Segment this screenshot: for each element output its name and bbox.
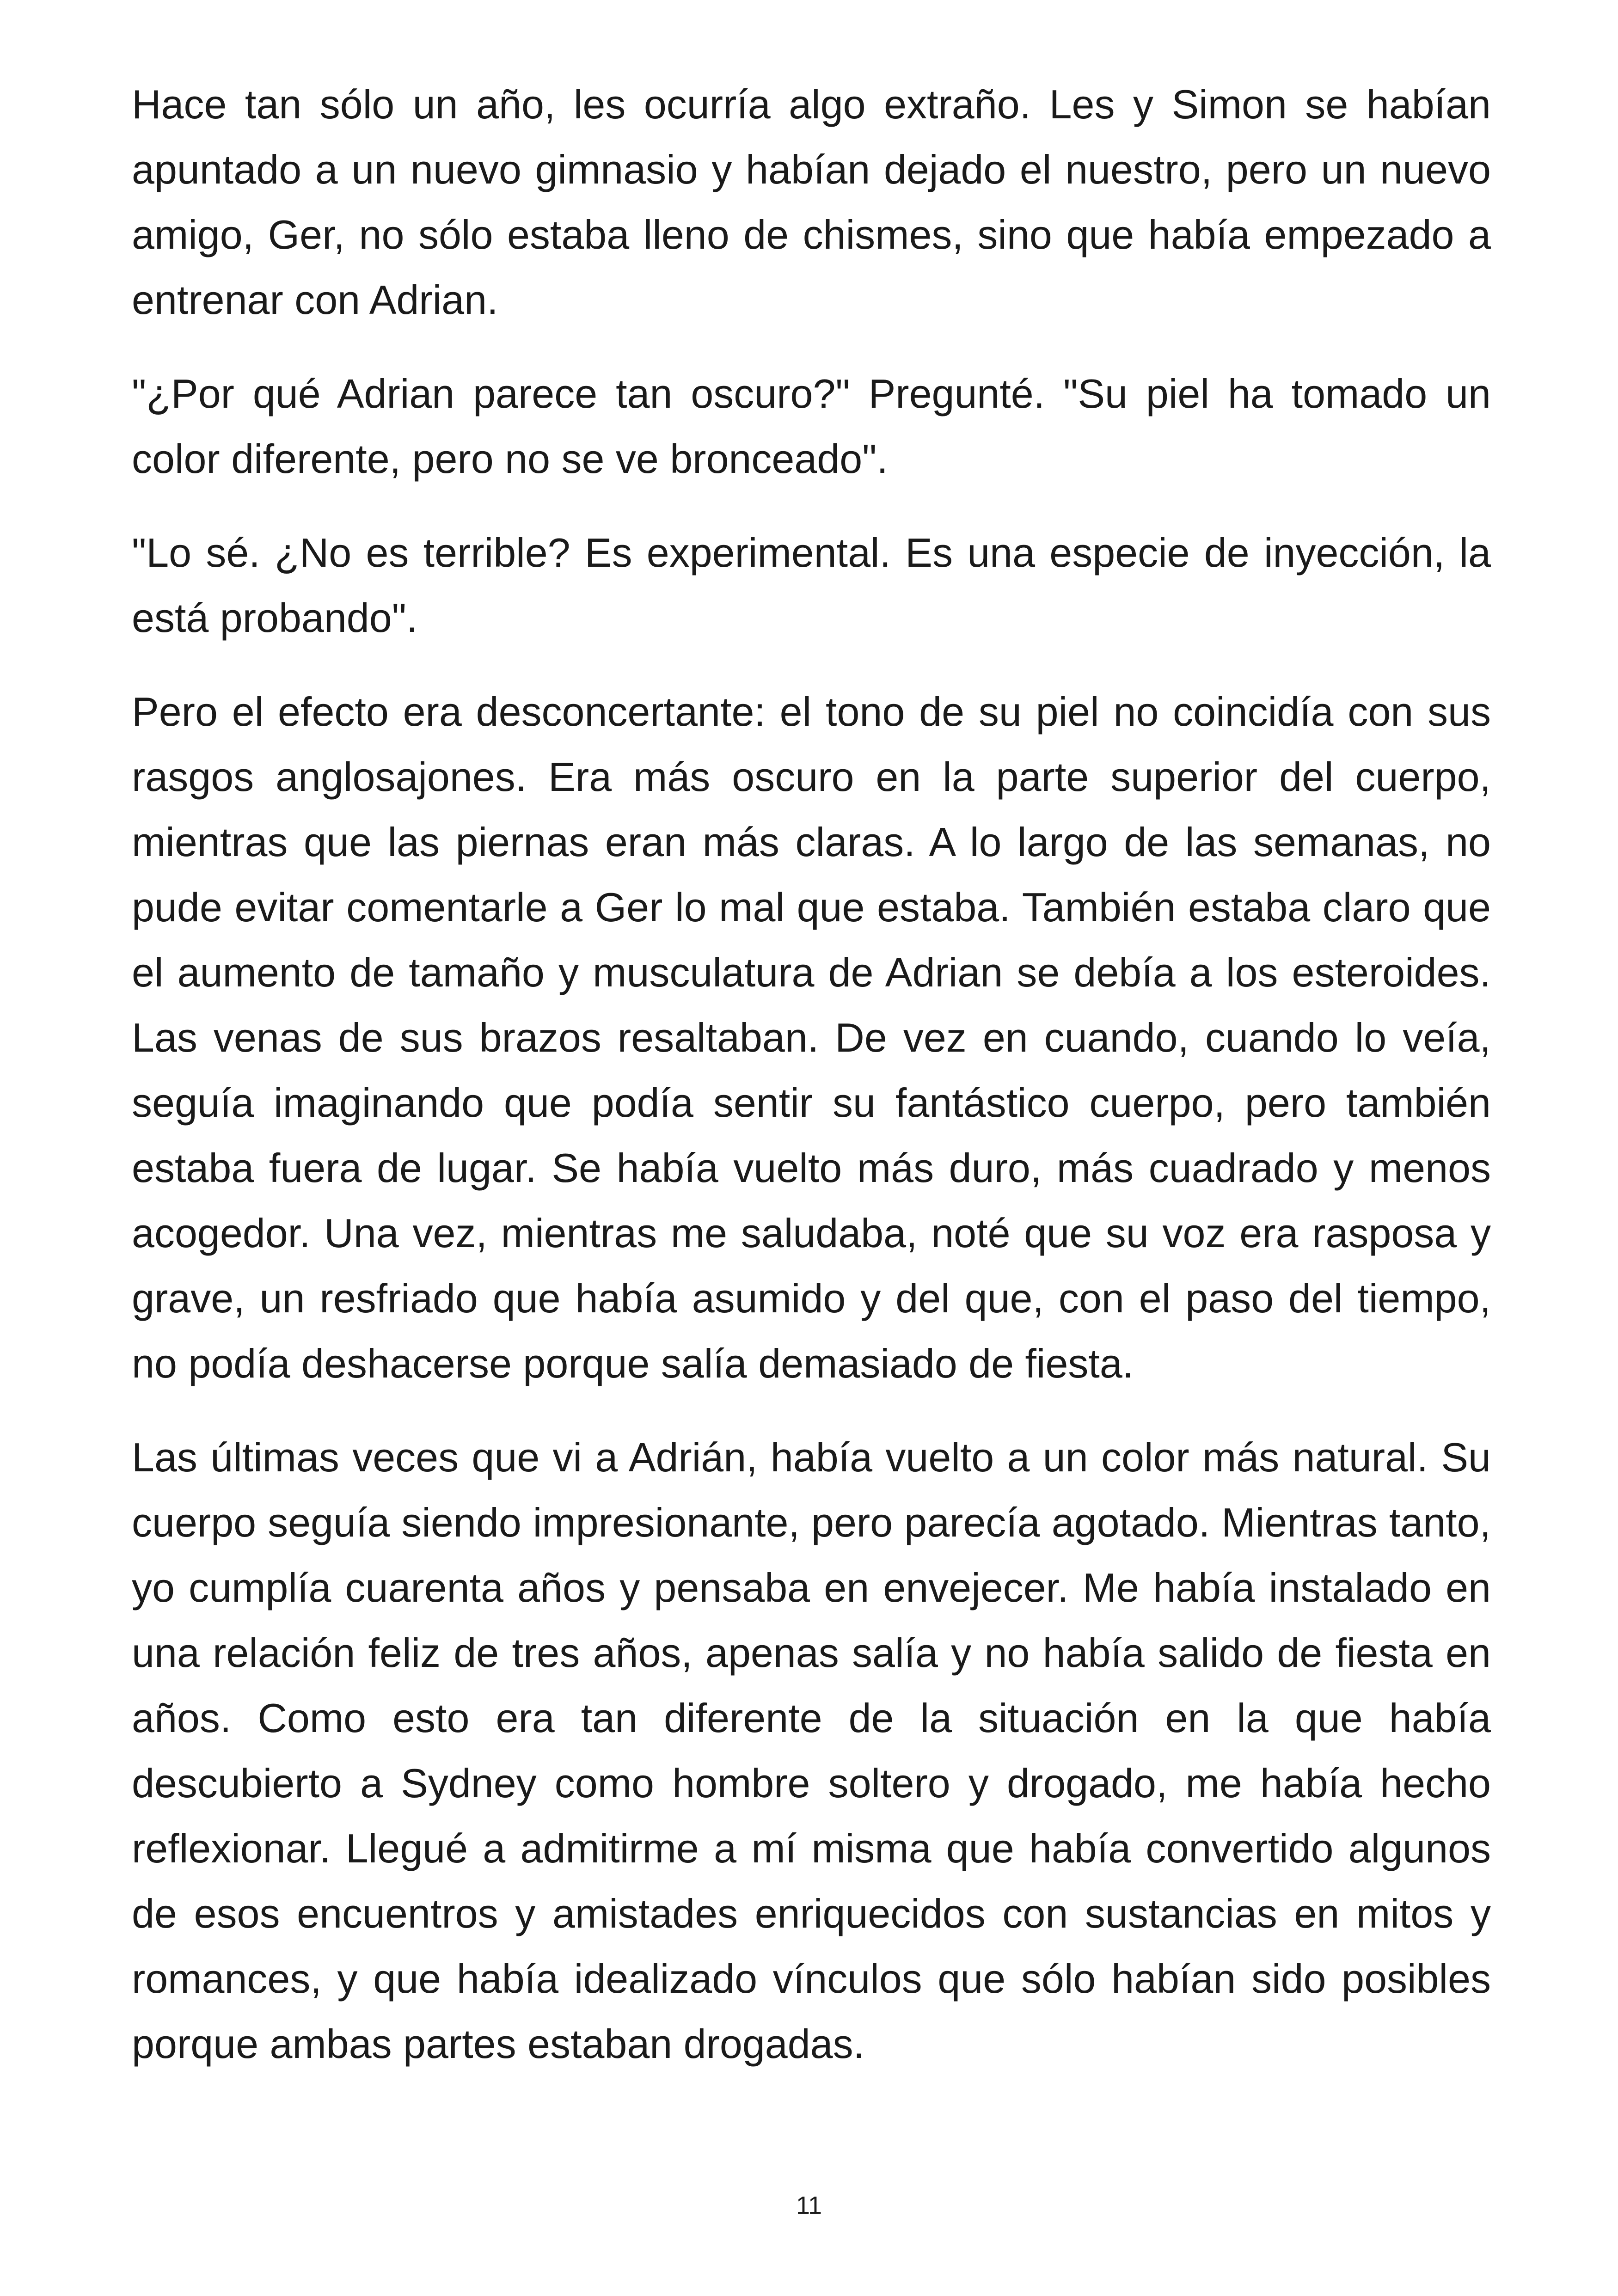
body-text [132, 72, 1491, 2105]
page-number: 11 [796, 2192, 822, 2219]
paragraph-3: "Lo sé. ¿No es terrible? Es experimental. Es una especie de inyección, la está probando". [132, 530, 1491, 641]
paragraph-2: "¿Por qué Adrian parece tan oscuro?" Pregunté. "Su piel ha tomado un color diferente, pero no se ve bronceado". [132, 371, 1491, 482]
paragraph-4: Pero el efecto era desconcertante: el tono de su piel no coincidía con sus rasgos anglosajones. Era más oscuro en la parte superior del cuerpo, mientras que las piernas eran más claras. A lo largo de las semanas, no pude evitar comentarle a Ger lo mal que estaba. También estaba claro que el aumento de tamaño y musculatura de Adrian se debía a los esteroides. Las venas de sus brazos resaltaban. De vez en cuando, cuando lo veía, seguía imaginando que podía sentir su fantástico cuerpo, pero también estaba fuera de lugar. Se había vuelto más duro, más cuadrado y menos acogedor. Una vez, mientras me saludaba, noté que su voz era rasposa y grave, un resfriado que había asumido y del que, con el paso del tiempo, no podía deshacerse porque salía demasiado de fiesta. [132, 689, 1491, 1386]
paragraph-5: Las últimas veces que vi a Adrián, había vuelto a un color más natural. Su cuerpo seguía siendo impresionante, pero parecía agotado. Mientras tanto, yo cumplía cuarenta años y pensaba en envejecer. Me había instalado en una relación feliz de tres años, apenas salía y no había salido de fiesta en años. Como esto era tan diferente de la situación en la que había descubierto a Sydney como hombre soltero y drogado, me había hecho reflexionar. Llegué a admitirme a mí misma que había convertido algunos de esos encuentros y amistades enriquecidos con sustancias en mitos y romances, y que había idealizado vínculos que sólo habían sido posibles porque ambas partes estaban drogadas. [132, 1434, 1491, 2067]
paragraph-1: Hace tan sólo un año, les ocurría algo extraño. Les y Simon se habían apuntado a un nuevo gimnasio y habían dejado el nuestro, pero un nuevo amigo, Ger, no sólo estaba lleno de chismes, sino que había empezado a entrenar con Adrian. [132, 81, 1491, 323]
